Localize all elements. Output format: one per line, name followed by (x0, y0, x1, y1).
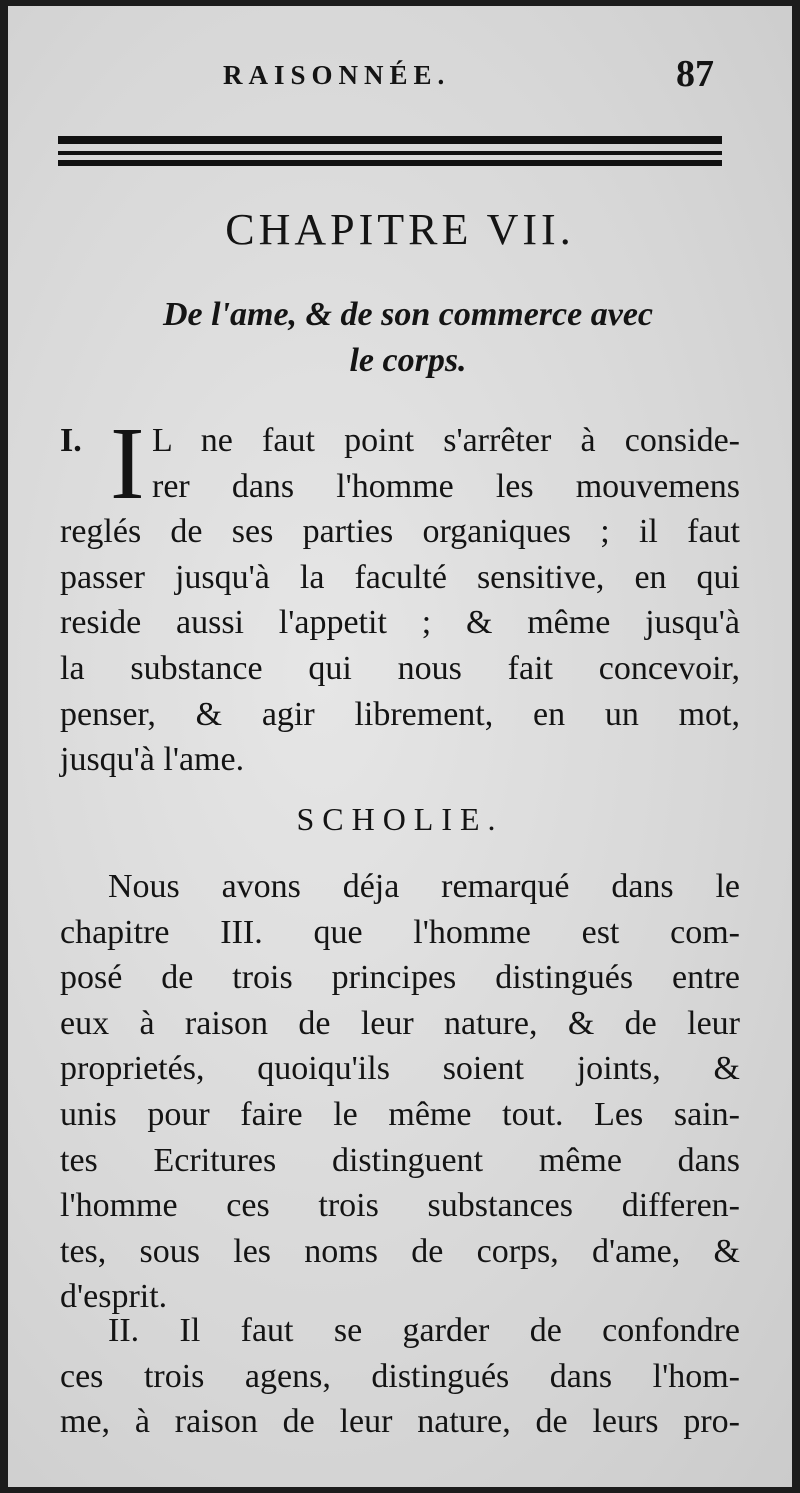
text-line: reside aussi l'appetit ; & même jusqu'à (60, 604, 740, 642)
subtitle-line: De l'ame, & de son commerce avec (162, 296, 653, 333)
header-rule-lower (58, 160, 722, 166)
text-line: L ne faut point s'arrêter à conside- (152, 422, 740, 459)
text-line: eux à raison de leur nature, & de leur (60, 1004, 740, 1042)
scholie-heading: SCHOLIE. (296, 801, 504, 837)
text-line: jusqu'à l'ame. (60, 741, 245, 779)
text-line: passer jusqu'à la faculté sensitive, en qui (60, 558, 740, 596)
text-line: penser, & agir librement, en un mot, (60, 695, 740, 733)
running-title: RAISONNÉE. (223, 60, 451, 90)
text-line: unis pour faire le même tout. Les sain- (60, 1095, 740, 1133)
section-2-paragraph (60, 1308, 740, 1445)
text-line: posé de trois principes distingués entre (60, 959, 740, 997)
page-number: 87 (676, 53, 714, 95)
text-line: Nous avons déja remarqué dans le (108, 868, 740, 905)
book-page (8, 6, 792, 1487)
text-line: II. Il faut se garder de confondre (108, 1312, 740, 1349)
section-1-paragraph (60, 406, 740, 783)
section-number: I. (60, 422, 82, 459)
chapter-title: CHAPITRE VII. (225, 205, 575, 254)
text-line: proprietés, quoiqu'ils soient joints, & (60, 1050, 740, 1088)
text-line: tes Ecritures distinguent même dans (60, 1141, 740, 1179)
text-line: tes, sous les noms de corps, d'ame, & (60, 1232, 740, 1270)
chapter-subtitle (88, 292, 728, 384)
text-line: l'homme ces trois substances differen- (60, 1187, 740, 1225)
text-line: rer dans l'homme les mouvemens (152, 467, 740, 505)
scholie-paragraph (60, 864, 740, 1320)
text-line: me, à raison de leur nature, de leurs pro- (60, 1403, 740, 1441)
header-rule-thin (58, 151, 722, 155)
text-line: chapitre III. que l'homme est com- (60, 913, 740, 951)
running-header (8, 52, 792, 102)
header-rule-thick (58, 136, 722, 144)
subtitle-line: le corps. (349, 342, 467, 379)
text-line: ces trois agens, distingués dans l'hom- (60, 1357, 740, 1395)
drop-cap: I (110, 406, 145, 521)
text-line: la substance qui nous fait concevoir, (60, 649, 740, 687)
text-line: reglés de ses parties organiques ; il faut (60, 513, 740, 551)
text-line: d'esprit. (60, 1278, 168, 1316)
